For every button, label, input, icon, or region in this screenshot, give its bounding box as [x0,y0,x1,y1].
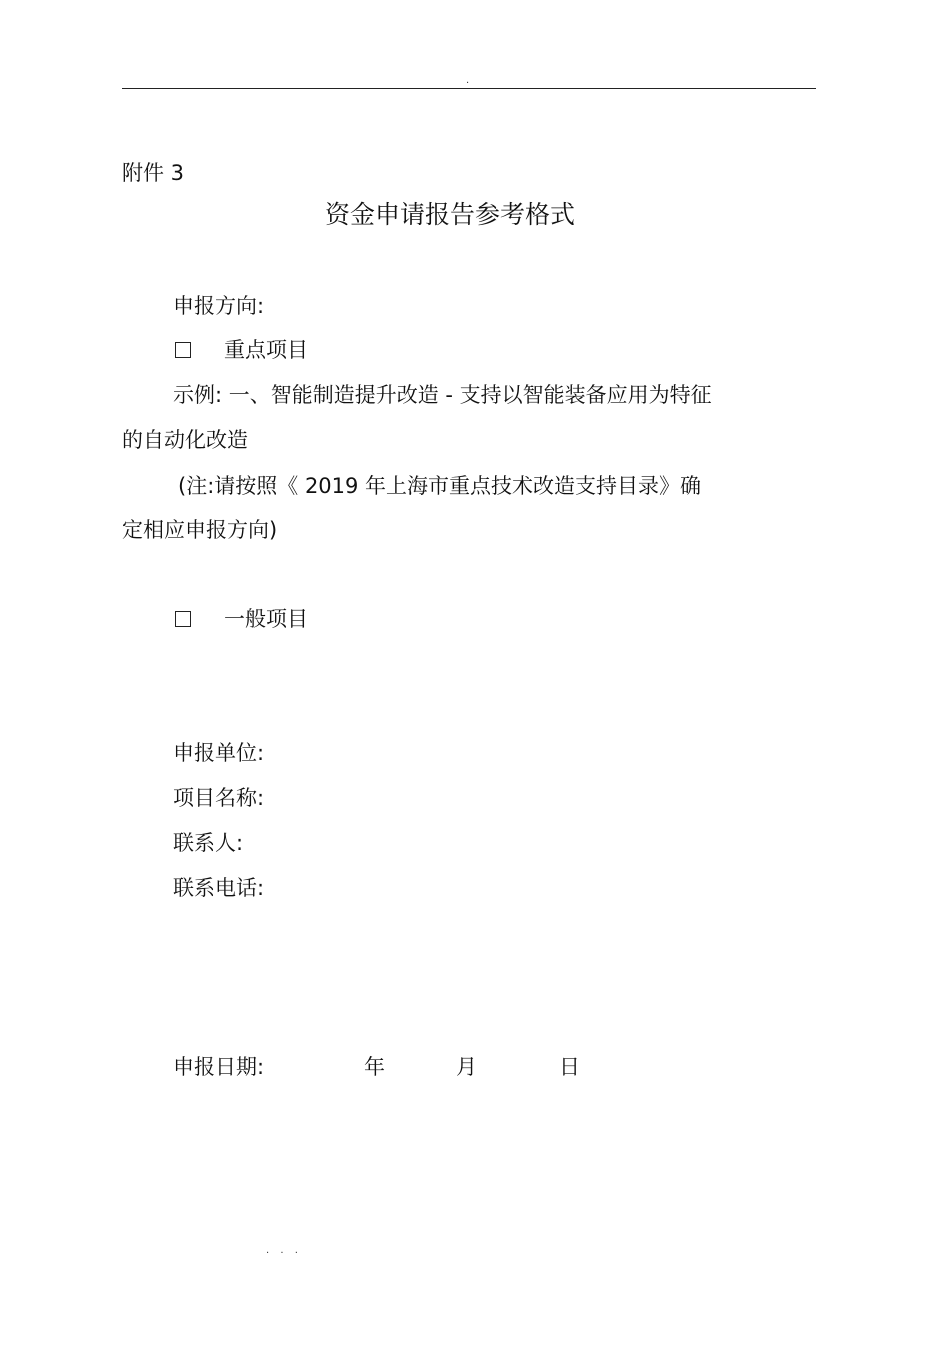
page-title: 资金申请报告参考格式 [325,200,576,229]
example-line-2: 的自动化改造 [122,428,248,452]
note-line-2: 定相应申报方向) [122,518,278,542]
date-month-label: 月 [456,1055,477,1079]
footer-mark: . . . [266,1245,302,1256]
applicant-unit-label: 申报单位: [173,741,265,765]
general-project-label: 一般项目 [224,607,308,631]
example-line-1: 示例: 一、智能制造提升改造 - 支持以智能装备应用为特征 [173,383,712,407]
direction-label: 申报方向: [173,294,265,318]
contact-phone-label: 联系电话: [173,876,265,900]
application-date-label: 申报日期: [173,1055,265,1079]
date-year-label: 年 [364,1055,385,1079]
key-project-checkbox[interactable] [175,342,191,358]
header-rule [122,88,816,89]
general-project-checkbox[interactable] [175,611,191,627]
header-mark: . [466,75,470,86]
attachment-label: 附件 3 [122,161,185,185]
note-line-1: (注:请按照《 2019 年上海市重点技术改造支持目录》确 [178,474,702,498]
contact-person-label: 联系人: [173,831,244,855]
date-day-label: 日 [559,1055,580,1079]
project-name-label: 项目名称: [173,786,265,810]
key-project-label: 重点项目 [224,338,308,362]
